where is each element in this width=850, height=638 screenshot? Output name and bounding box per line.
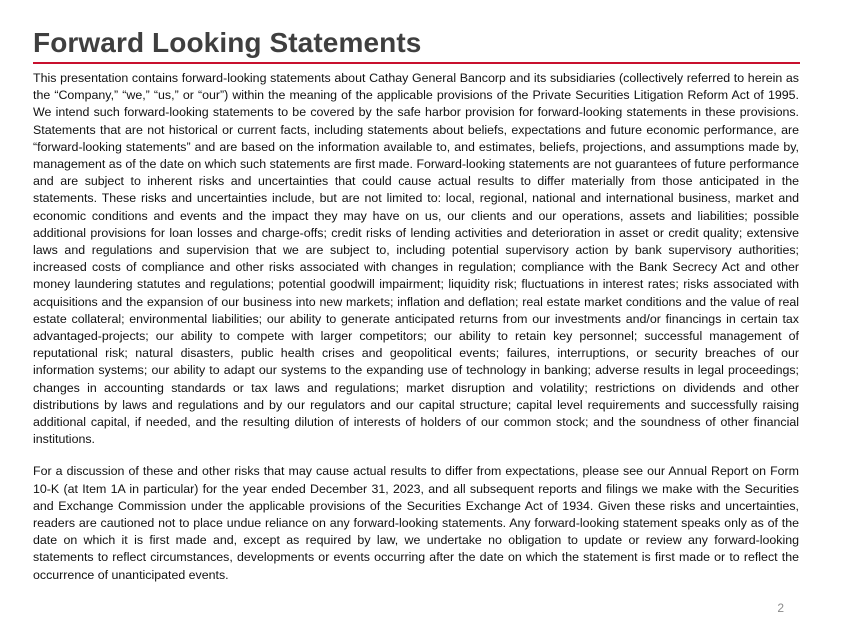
statement-body [33,70,799,584]
statement-paragraph-1: This presentation contains forward-looking statements about Cathay General Bancorp and its subsidiaries (collectively referred to herein as the “Company,” “we,” “us,” or “our”) within the meaning of the applicable provisions of the Private Securities Litigation Reform Act of 1995. We intend such forward-looking statements to be covered by the safe harbor provision for forward-looking statements in these provisions. Statements that are not historical or current facts, including statements about beliefs, expectations and future economic performance, are “forward-looking statements” and are based on the information available to, and estimates, beliefs, projections, and assumptions made by, management as of the date on which such statements are first made. Forward-looking statements are not guarantees of future performance and are subject to inherent risks and uncertainties that could cause actual results to differ materially from those anticipated in the statements. These risks and uncertainties include, but are not limited to: local, regional, national and international business, market and economic conditions and events and the impact they may have on us, our clients and our operations, assets and liabilities; possible additional provisions for loan losses and charge-offs; credit risks of lending activities and deterioration in asset or credit quality; extensive laws and regulations and supervision that we are subject to, including potential supervisory action by bank supervisory authorities; increased costs of compliance and other risks associated with changes in regulation; compliance with the Bank Secrecy Act and other money laundering statutes and regulations; potential goodwill impairment; liquidity risk; fluctuations in interest rates; risks associated with acquisitions and the expansion of our business into new markets; inflation and deflation; real estate market conditions and the value of real estate collateral; environmental liabilities; our ability to generate anticipated returns from our investments and/or financings in certain tax advantaged-projects; our ability to compete with larger competitors; our ability to retain key personnel; successful management of reputational risk; natural disasters, public health crises and geopolitical events; failures, interruptions, or security breaches of our information systems; our ability to adapt our systems to the expanding use of technology in banking; adverse results in legal proceedings; changes in accounting standards or tax laws and regulations; market disruption and volatility; restrictions on dividends and other distributions by laws and regulations and by our regulators and our capital structure; capital level requirements and successfully raising additional capital, if needed, and the resulting dilution of interests of holders of our common stock; and the soundness of other financial institutions. [33,71,799,447]
page-number: 2 [777,601,784,615]
statement-paragraph-2: For a discussion of these and other risks that may cause actual results to differ from expectations, please see our Annual Report on Form 10-K (at Item 1A in particular) for the year ended December 31, 2023, and all subsequent reports and filings we make with the Securities and Exchange Commission under the applicable provisions of the Securities Exchange Act of 1934. Given these risks and uncertainties, readers are cautioned not to place undue reliance on any forward-looking statements. Any forward-looking statement speaks only as of the date on which it is first made and, except as required by law, we undertake no obligation to update or review any forward-looking statements to reflect circumstances, developments or events occurring after the date on which the statement is first made or to reflect the occurrence of unanticipated events. [33,464,799,582]
page-title: Forward Looking Statements [33,27,422,58]
title-divider [33,62,800,64]
